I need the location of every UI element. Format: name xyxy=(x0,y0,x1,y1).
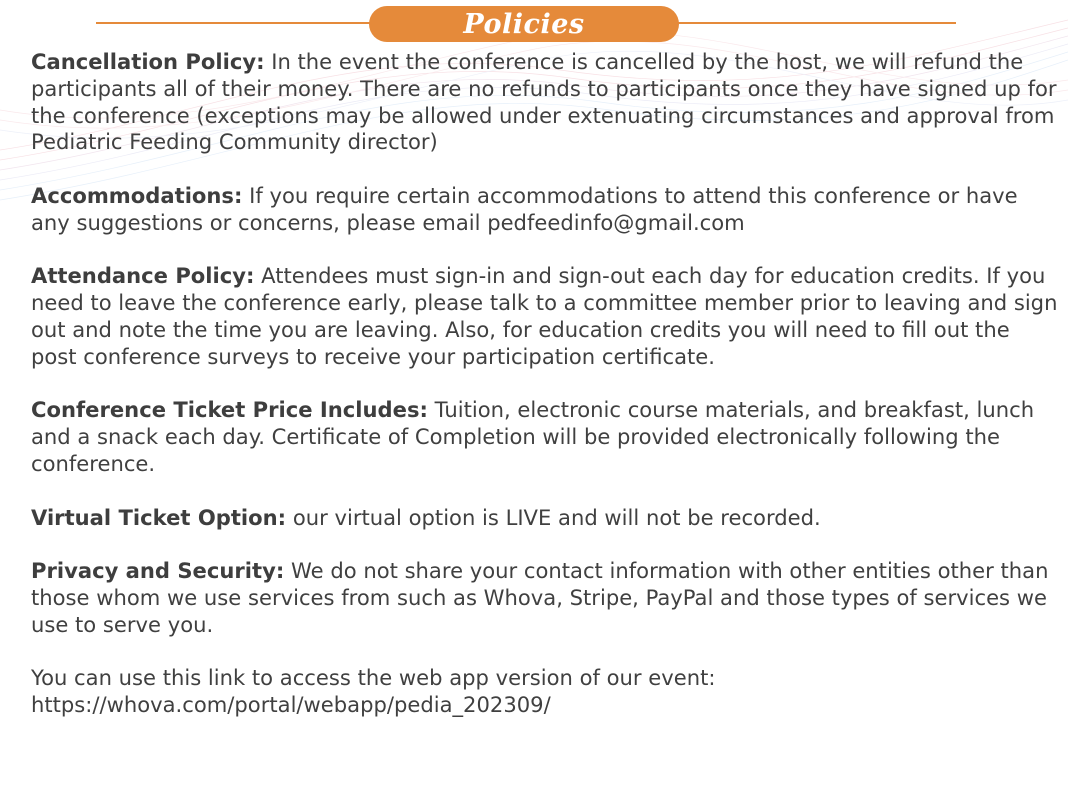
policy-label: Cancellation Policy: xyxy=(31,49,265,74)
page-title: Policies xyxy=(463,8,585,40)
policy-text: If you require certain accommodations to attend this conference or have any suggestions or concerns, please email pedfeedinfo@gmail.com xyxy=(31,182,1018,235)
policy-label: Attendance Policy: xyxy=(31,263,255,289)
policy-cancellation xyxy=(31,49,1059,156)
header-divider-right xyxy=(676,22,956,24)
policy-label: Privacy and Security: xyxy=(31,558,285,584)
policy-accommodations xyxy=(31,183,1059,237)
policy-virtual-ticket xyxy=(31,505,1059,532)
policy-text: Tuition, electronic course materials, and breakfast, lunch and a snack each day. Certificate of Completion will be provided electronically following the conference. xyxy=(31,397,1035,476)
web-app-note-text: You can use this link to access the web app version of our event: xyxy=(31,665,716,691)
policy-text: In the event the conference is cancelled by the host, we will refund the participants all of their money. There are no refunds to participants once they have signed up for the conference (exceptions may be allowed under extenuating circumstances and approval from Pediatric Feeding Community director) xyxy=(31,49,1057,155)
header-divider-left xyxy=(96,22,370,24)
policy-ticket-price xyxy=(31,397,1059,477)
policy-label: Conference Ticket Price Includes: xyxy=(31,397,428,423)
policy-label: Accommodations: xyxy=(31,182,243,208)
policies-content xyxy=(31,49,1059,719)
policy-attendance xyxy=(31,263,1059,370)
section-header xyxy=(0,0,1068,46)
policy-label: Virtual Ticket Option: xyxy=(31,504,287,530)
policy-text: We do not share your contact information with other entities other than those whom we use services from such as Whova, Stripe, PayPal and those types of services we use to serve you. xyxy=(31,558,1049,637)
policy-text: Attendees must sign-in and sign-out each day for education credits. If you need to leave the conference early, please talk to a committee member prior to leaving and sign out and note the time you are leaving. Also, for education credits you will need to fill out the post conference surveys to receive your participation certificate. xyxy=(31,263,1058,369)
web-app-link[interactable]: https://whova.com/portal/webapp/pedia_202309/ xyxy=(31,692,551,718)
header-title-pill xyxy=(369,6,679,42)
web-app-note xyxy=(31,665,1059,719)
policy-privacy-security xyxy=(31,558,1059,638)
policy-text: our virtual option is LIVE and will not be recorded. xyxy=(292,504,821,530)
